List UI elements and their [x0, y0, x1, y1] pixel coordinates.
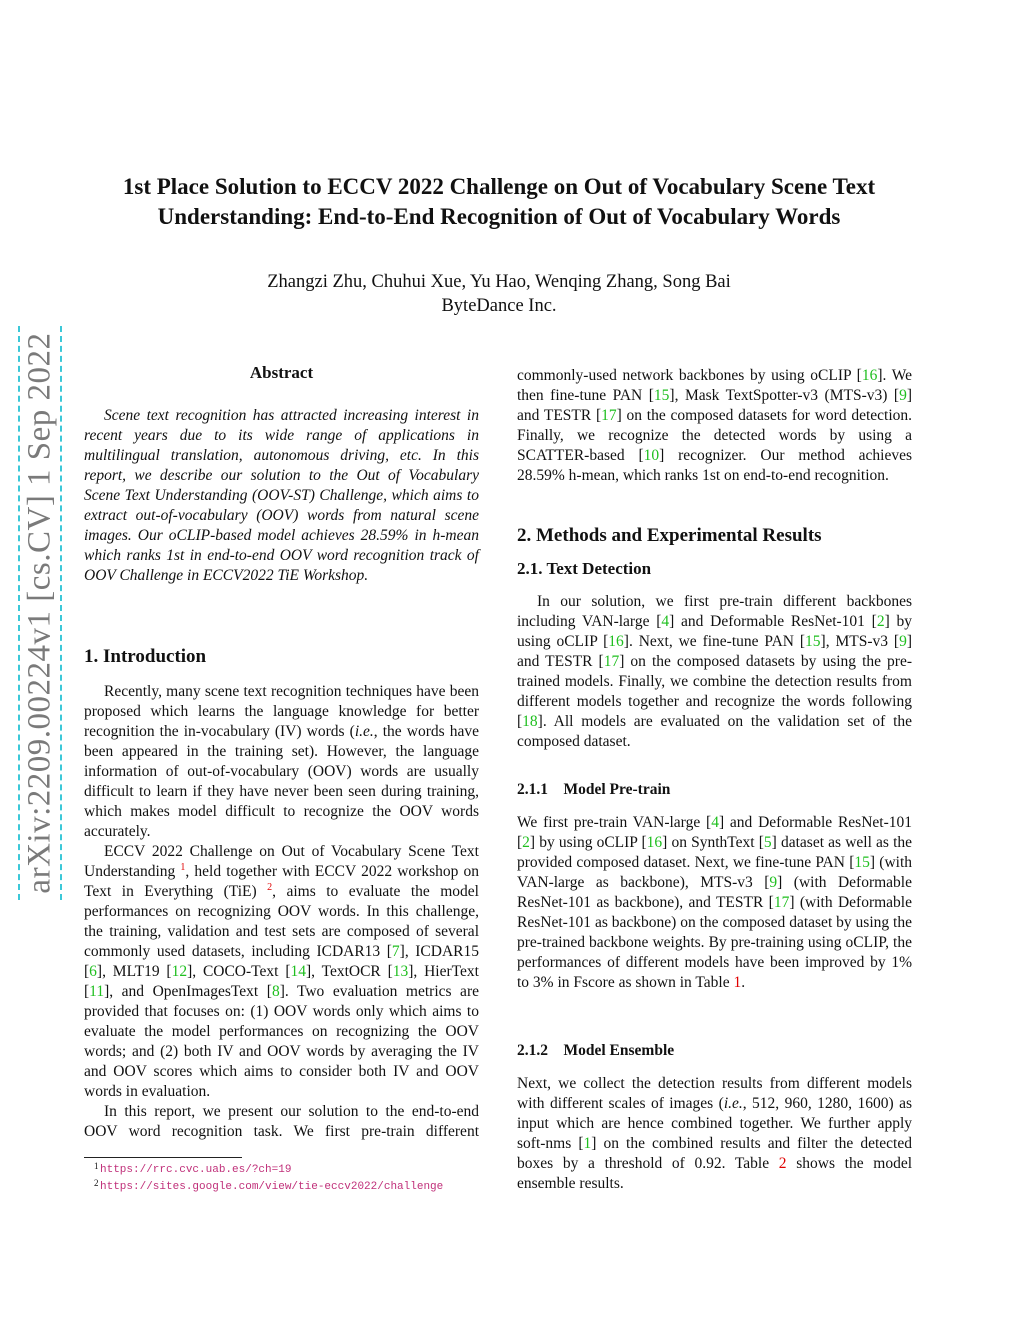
citation-link[interactable]: 16 [608, 633, 624, 650]
citation-link[interactable]: 4 [661, 613, 670, 630]
intro-continued: commonly-used network backbones by using oCLIP [16]. We then fine-tune PAN [15], Mask TextSpotter-v3 (MTS-v3) [9] and TESTR [17] on the composed datasets for word detection. Finally, we recognize the detected words by using a SCATTER-based [10] recognizer. Our method achieves 28.59% h-mean, which ranks 1st on end-to-end recognition. [517, 367, 912, 484]
ensemble-text: Next, we collect the detection results from different models with different scales of images (i.e., 512, 960, 1280, 1600) as input which are hence combined together. We further apply soft-nms [1] on the combined results and filter the detected boxes by a threshold of 0.92. Table 2 shows the model ensemble results. [517, 1075, 913, 1192]
citation-link[interactable]: 2 [522, 834, 530, 851]
citation-link[interactable]: 7 [391, 943, 400, 960]
citation-link[interactable]: 15 [653, 387, 670, 404]
citation-link[interactable]: 16 [646, 834, 663, 851]
citation-link[interactable]: 17 [601, 407, 617, 424]
citation-link[interactable]: 5 [763, 834, 772, 851]
title-line-1: 1st Place Solution to ECCV 2022 Challenge on Out of Vocabulary Scene Text [122, 174, 876, 199]
authors: Zhangzi Zhu, Chuhui Xue, Yu Hao, Wenqing Zhang, Song Bai [267, 272, 731, 292]
citation-link[interactable]: 15 [805, 633, 821, 650]
citation-link[interactable]: 15 [854, 854, 870, 871]
footnote-1 [94, 1161, 443, 1178]
citation-link[interactable]: 16 [861, 367, 878, 384]
arxiv-id[interactable]: arXiv:2209.00224v1 [cs.CV] 1 Sep 2022 [21, 332, 58, 894]
citation-link[interactable]: 2 [876, 613, 885, 630]
citation-link[interactable]: 17 [603, 653, 620, 670]
paragraph: Recently, many scene text recognition techniques have been proposed which learns the language knowledge for better recognition the in-vocabulary (IV) words (i.e., the words have been appeared in the training set). However, the language information of out-of-vocabulary (OOV) words are usually difficult to learn if they have never been seen during training, which makes model difficult to recognize the OOV words accurately. [84, 683, 479, 840]
detection-heading: 2.1. Text Detection [517, 559, 652, 578]
citation-link[interactable]: 11 [89, 983, 105, 1000]
citation-link[interactable]: 10 [643, 447, 660, 464]
intro-heading: 1. Introduction [84, 646, 207, 667]
pretrain-text: We first pre-train VAN-large [4] and Deformable ResNet-101 [2] by using oCLIP [16] on SynthText [5] dataset as well as the provided composed dataset. Next, we fine-tune PAN [15] (with VAN-large as backbone), MTS-v3 [9] (with Deformable ResNet-101 as backbone), and TESTR [17] (with Deformable ResNet-101 as backbone) on the composed dataset by using the pre-trained backbone weights. By pre-training using oCLIP, the performances of different models have been improved by 1% to 3% in Fscore as shown in Table 1. [517, 814, 912, 991]
citation-link[interactable]: 1 [583, 1135, 592, 1152]
citation-link[interactable]: 9 [899, 633, 907, 650]
methods-heading: 2. Methods and Experimental Results [517, 525, 822, 546]
footnote-link[interactable]: https://rrc.cvc.uab.es/?ch=19 [100, 1164, 292, 1176]
table-reference-link[interactable]: 2 [778, 1155, 787, 1172]
footnote-rule [84, 1157, 242, 1158]
title-line-2: Understanding: End-to-End Recognition of Out of Vocabulary Words [157, 204, 841, 229]
author-block [60, 270, 938, 318]
citation-link[interactable]: 12 [171, 963, 188, 980]
ensemble-heading: 2.1.2 Model Ensemble [517, 1042, 675, 1059]
italic-text: i.e. [354, 723, 374, 740]
italic-text: i.e. [723, 1095, 743, 1112]
intro-body [84, 682, 479, 1142]
citation-link[interactable]: 18 [522, 713, 538, 730]
pretrain-heading: 2.1.1 Model Pre-train [517, 781, 671, 798]
citation-link[interactable]: 9 [899, 387, 907, 404]
footnote-mark: 2 [94, 1178, 99, 1188]
detection-text: In our solution, we first pre-train different backbones including VAN-large [4] and Deformable ResNet-101 [2] by using oCLIP [16]. Next, we fine-tune PAN [15], MTS-v3 [9] and TESTR [17] on the composed datasets by using the pre-trained models. Finally, we combine the detection results from different models together and recognize the words following [18]. All models are evaluated on the validation set of the composed dataset. [517, 593, 913, 750]
citation-link[interactable]: 14 [290, 963, 306, 980]
footnotes [94, 1161, 444, 1195]
citation-link[interactable]: 6 [89, 963, 97, 980]
footnote-marker[interactable]: 1 [180, 861, 186, 873]
citation-link[interactable]: 17 [773, 894, 790, 911]
citation-link[interactable]: 8 [271, 983, 280, 1000]
abstract-heading: Abstract [249, 363, 314, 382]
paragraph: ECCV 2022 Challenge on Out of Vocabulary Scene Text Understanding $^1$, held together with ECCV 2022 workshop on Text in Everything (TiE) $^2$, aims to evaluate the model performances on recognizing OOV words. In this challenge, the training, validation and test sets are composed of several commonly used datasets, including ICDAR13 [7], ICDAR15 [6], MLT19 [12], COCO-Text [14], TextOCR [13], HierText [11], and OpenImagesText [8]. Two evaluation metrics are provided that focuses on: (1) OOV words only which aims to evaluate the model performances on recognizing the OOV words; and (2) both IV and OOV words by averaging the IV and OOV scores which aims to consider both IV and OOV words in evaluation. [84, 843, 479, 1100]
footnote-marker[interactable]: 2 [267, 881, 273, 893]
italic-text: Scene text recognition has attracted increasing interest in recent years due to its wide range of applications in multilingual translation, autonomous driving, etc. In this report, we describe our solution to the Out of Vocabulary Scene Text Understanding (OOV-ST) Challenge, which aims to extract out-of-vocabulary (OOV) words from natural scene images. Our oCLIP-based model achieves 28.59% in h-mean which ranks 1st in end-to-end OOV word recognition track of OOV Challenge in ECCV2022 TiE Workshop. [84, 407, 479, 584]
citation-link[interactable]: 13 [392, 963, 409, 980]
table-reference-link[interactable]: 1 [733, 974, 742, 991]
citation-link[interactable]: 9 [769, 874, 778, 891]
paragraph: In this report, we present our solution to the end-to-end OOV word recognition task. We first pre-train different [84, 1103, 479, 1140]
footnote-2 [94, 1178, 444, 1195]
footnote-link[interactable]: https://sites.google.com/view/tie-eccv2022/challenge [100, 1181, 444, 1193]
footnote-mark: 1 [94, 1161, 99, 1171]
paper-title [60, 172, 938, 232]
affiliation: ByteDance Inc. [441, 296, 557, 316]
abstract-text [84, 406, 479, 586]
arxiv-stamp[interactable] [18, 326, 62, 900]
citation-link[interactable]: 4 [711, 814, 719, 831]
